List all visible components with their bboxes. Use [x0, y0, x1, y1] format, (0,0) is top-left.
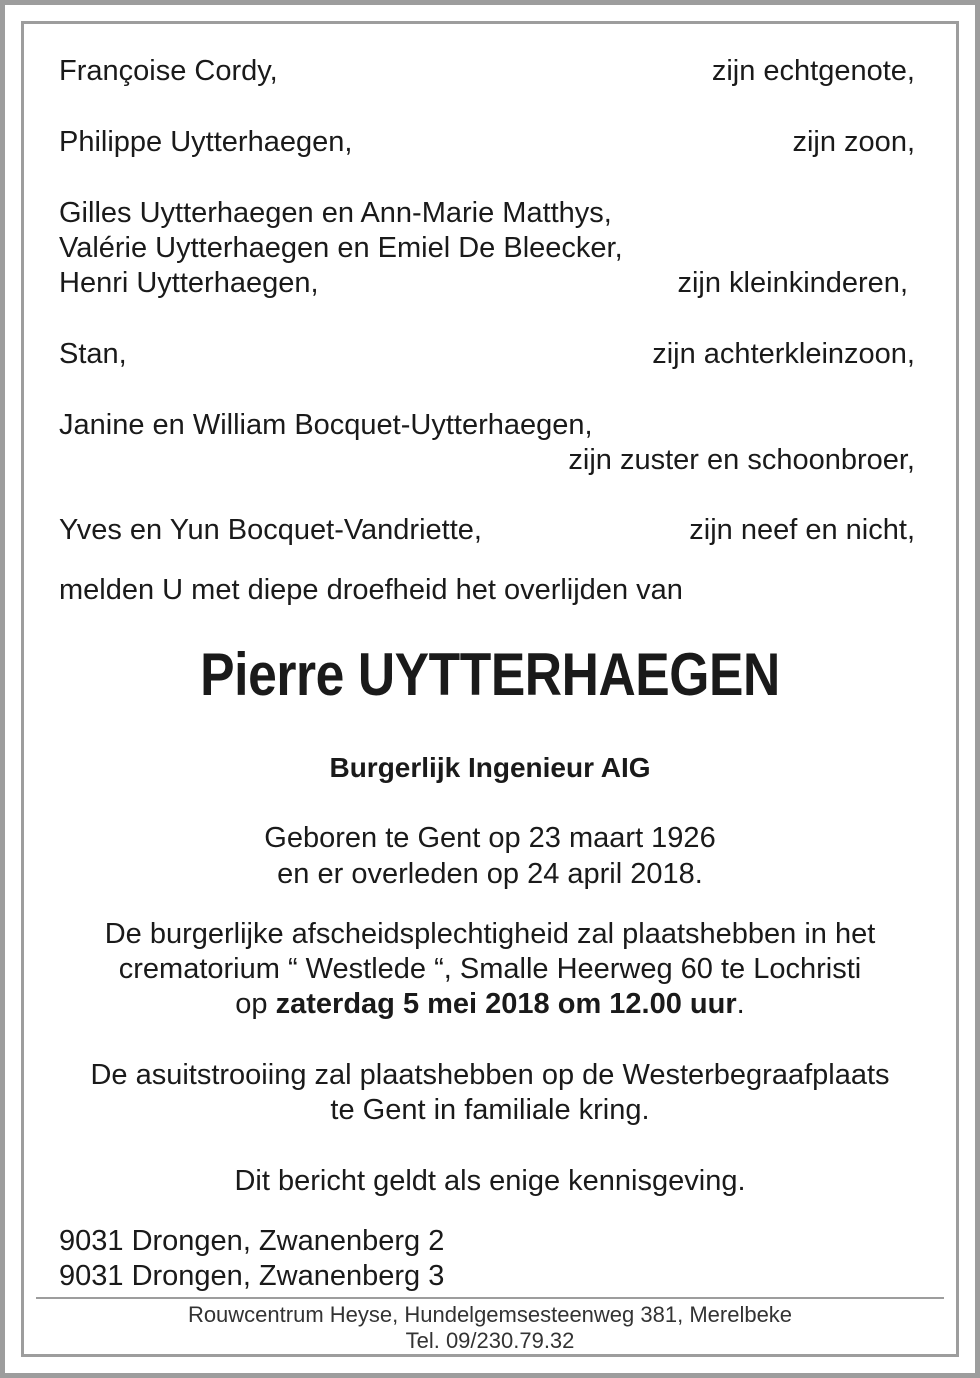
birth-info: Geboren te Gent op 23 maart 1926 [264, 822, 716, 854]
family-relation: zijn kleinkinderen, [677, 267, 908, 299]
ceremony-suffix: . [736, 988, 745, 1020]
family-relation: zijn achterkleinzoon, [652, 338, 915, 370]
family-name: Philippe Uytterhaegen, [59, 126, 353, 158]
family-name: Françoise Cordy, [59, 55, 278, 87]
footer-phone: Tel. 09/230.79.32 [405, 1328, 575, 1353]
family-name: Gilles Uytterhaegen en Ann-Marie Matthys, [59, 197, 612, 229]
family-name: Janine en William Bocquet-Uytterhaegen, [59, 409, 593, 441]
ceremony-date: zaterdag 5 mei 2018 om 12.00 uur [275, 988, 737, 1020]
family-relation: zijn neef en nicht, [689, 514, 915, 546]
scattering-line: te Gent in familiale kring. [330, 1094, 650, 1126]
family-name: Yves en Yun Bocquet-Vandriette, [59, 514, 482, 546]
family-name: Stan, [59, 338, 127, 370]
ceremony-datetime [0, 986, 980, 1022]
footer-divider [36, 1297, 944, 1299]
deceased-title: Burgerlijk Ingenieur AIG [329, 752, 651, 783]
family-relation: zijn zuster en schoonbroer, [568, 444, 915, 476]
deceased-name: Pierre UYTTERHAEGEN [200, 641, 780, 708]
ceremony-line: De burgerlijke afscheidsplechtigheid zal plaatshebben in het [104, 918, 876, 950]
family-relation: zijn echtgenote, [711, 55, 915, 87]
address-line: 9031 Drongen, Zwanenberg 3 [59, 1260, 445, 1292]
notice-text: Dit bericht geldt als enige kennisgeving. [234, 1165, 746, 1197]
address-line: 9031 Drongen, Zwanenberg 2 [59, 1225, 445, 1257]
death-info: en er overleden op 24 april 2018. [277, 858, 703, 890]
family-relation: zijn zoon, [792, 126, 915, 158]
footer-funeral-home: Rouwcentrum Heyse, Hundelgemsesteenweg 381, Merelbeke [187, 1302, 793, 1327]
family-name: Henri Uytterhaegen, [59, 267, 319, 299]
announcement-text: melden U met diepe droefheid het overlijden van [59, 574, 683, 606]
scattering-line: De asuitstrooiing zal plaatshebben op de Westerbegraafplaats [90, 1059, 890, 1091]
ceremony-prefix: op [235, 988, 268, 1020]
ceremony-line: crematorium “ Westlede “, Smalle Heerweg 60 te Lochristi [118, 953, 862, 985]
family-name: Valérie Uytterhaegen en Emiel De Bleecker, [59, 232, 623, 264]
